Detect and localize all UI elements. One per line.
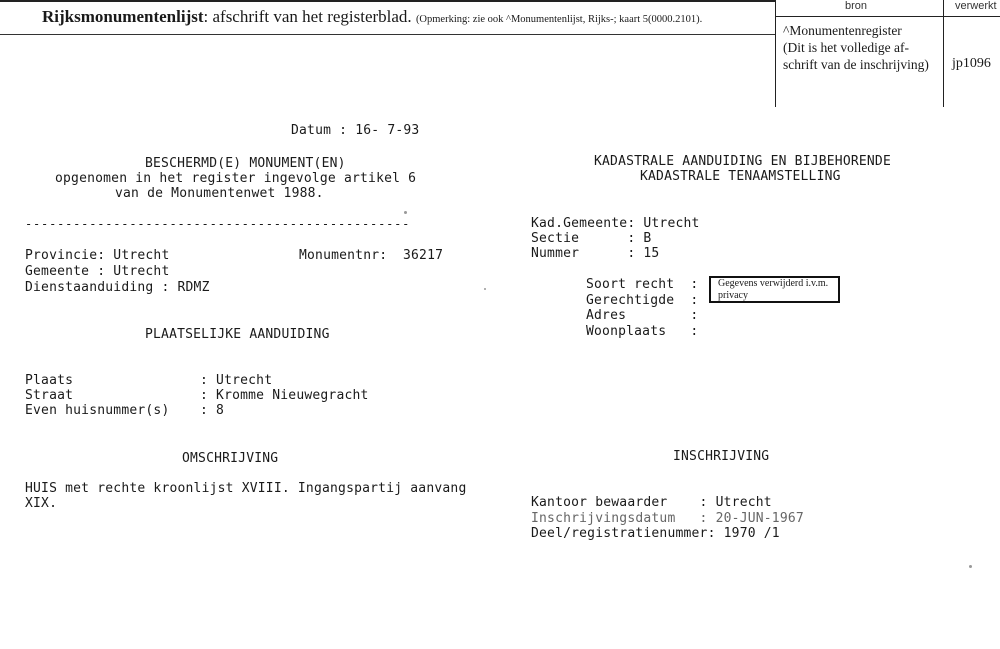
bron-source-line: schrift van de inschrijving)	[783, 57, 929, 72]
soort-recht-label: Soort recht :	[586, 277, 699, 292]
deel-registratienummer: Deel/registratienummer: 1970 /1	[531, 526, 780, 541]
privacy-notice: Gegevens verwijderd i.v.m. privacy	[718, 278, 831, 301]
inschrijving-heading: INSCHRIJVING	[673, 449, 770, 464]
nummer: Nummer : 15	[531, 246, 660, 261]
header-top-rule	[0, 0, 775, 2]
monumentnr-label: Monumentnr:	[299, 248, 388, 263]
inschrijvingsdatum: Inschrijvingsdatum : 20-JUN-1967	[531, 511, 804, 526]
sectie: Sectie : B	[531, 231, 652, 246]
kantoor-bewaarder: Kantoor bewaarder : Utrecht	[531, 495, 772, 510]
privacy-redaction-box	[709, 276, 840, 303]
document-title	[42, 7, 702, 27]
monument-heading-line-1: BESCHERMD(E) MONUMENT(EN)	[145, 156, 346, 171]
title-rest: : afschrift van het registerblad.	[203, 7, 412, 26]
omschrijving-heading: OMSCHRIJVING	[182, 451, 279, 466]
header-bottom-rule	[0, 34, 775, 35]
title-bold: Rijksmonumentenlijst	[42, 7, 204, 26]
kadastrale-heading-line-1: KADASTRALE AANDUIDING EN BIJBEHORENDE	[594, 154, 891, 169]
plaats-value: : Utrecht	[200, 373, 273, 388]
kadastrale-heading-line-2: KADASTRALE TENAAMSTELLING	[640, 169, 841, 184]
provincie: Provincie: Utrecht	[25, 248, 170, 263]
bron-source-text	[783, 22, 929, 73]
monument-heading-line-2: opgenomen in het register ingevolge artikel 6	[55, 171, 417, 186]
verwerkt-code: jp1096	[952, 56, 991, 71]
omschrijving-line-2: XIX.	[25, 496, 58, 511]
verwerkt-header: verwerkt	[955, 0, 997, 12]
monument-heading-line-3: van de Monumentenwet 1988.	[115, 186, 324, 201]
huisnummer-value: : 8	[200, 403, 225, 418]
plaats-label: Plaats	[25, 373, 74, 388]
straat-label: Straat	[25, 388, 74, 403]
datum: Datum : 16- 7-93	[291, 123, 420, 138]
adres-label: Adres :	[586, 308, 699, 323]
gemeente: Gemeente : Utrecht	[25, 264, 170, 279]
title-note: (Opmerking: zie ook ^Monumentenlijst, Rijks-; kaart 5(0000.2101).	[415, 14, 703, 25]
dienstaanduiding: Dienstaanduiding : RDMZ	[25, 280, 210, 295]
plaatselijke-heading: PLAATSELIJKE AANDUIDING	[145, 327, 330, 342]
bron-header: bron	[845, 0, 868, 12]
bron-panel-header-rule	[775, 16, 1000, 17]
omschrijving-line-1: HUIS met rechte kroonlijst XVIII. Ingangspartij aanvang	[25, 481, 467, 496]
separator-line: ------------------------------------------------	[25, 217, 411, 231]
straat-value: : Kromme Nieuwegracht	[200, 388, 369, 403]
huisnummer-label: Even huisnummer(s)	[25, 403, 170, 418]
bron-source-line: (Dit is het volledige af-	[783, 40, 909, 55]
scan-speck	[969, 565, 972, 568]
woonplaats-label: Woonplaats :	[586, 324, 699, 339]
scan-speck	[404, 211, 407, 214]
kad-gemeente: Kad.Gemeente: Utrecht	[531, 216, 700, 231]
scan-speck	[484, 288, 486, 290]
bron-source-line: ^Monumentenregister	[783, 23, 902, 38]
gerechtigde-label: Gerechtigde :	[586, 293, 699, 308]
monumentnr-value: 36217	[403, 248, 444, 263]
